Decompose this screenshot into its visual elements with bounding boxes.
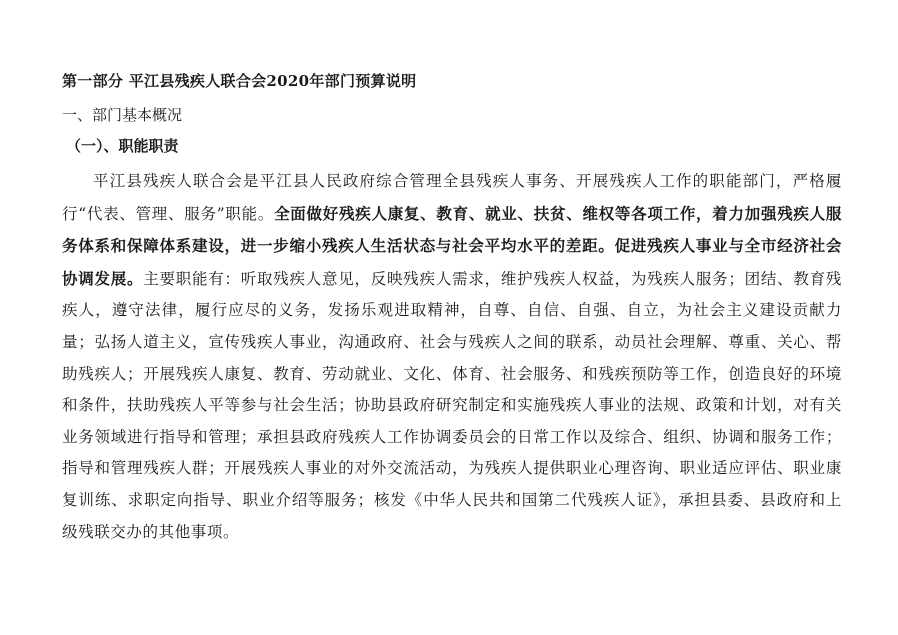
section-heading: 一、部门基本概况: [62, 106, 183, 124]
paragraph-emphasis: 全面做好残疾人康复、教育、就业、扶贫、维权等各项工作，着力加强残疾人服务体系和保障体系建设，进一步缩小残疾人生活状态与社会平均水平的差距。促进残疾人事业与全市经济社会协调发展。: [62, 203, 842, 288]
document-title: 第一部分 平江县残疾人联合会2020年部门预算说明: [62, 72, 417, 90]
paragraph-main-functions: 主要职能有：听取残疾人意见，反映残疾人需求，维护残疾人权益，为残疾人服务；团结、教育残疾人，遵守法律，履行应尽的义务，发扬乐观进取精神，自尊、自信、自强、自立，为社会主义建设贡献力量；弘扬人道主义，宣传残疾人事业，沟通政府、社会与残疾人之间的联系，动员社会理解、尊重、关心、帮助残疾人；开展残疾人康复、教育、劳动就业、文化、体育、社会服务、和残疾预防等工作，创造良好的环境和条件，扶助残疾人平等参与社会生活；协助县政府研究制定和实施残疾人事业的法规、政策和计划，对有关业务领域进行指导和管理；承担县政府残疾人工作协调委员会的日常工作以及综合、组织、协调和服务工作；指导和管理残疾人群；开展残疾人事业的对外交流活动，为残疾人提供职业心理咨询、职业适应评估、职业康复训练、求职定向指导、职业介绍等服务；核发《中华人民共和国第二代残疾人证》，承担县委、县政府和上级残联交办的其他事项。: [62, 269, 842, 541]
duties-paragraph: [62, 166, 842, 548]
paragraph-intro: 平江县残疾人联合会是平江县人民政府综合管理全县残疾人事务、开展残疾人工作的职能部门，严格履行“代表、管理、服务”职能。: [62, 172, 842, 223]
sub-heading-duties: （一）、职能职责: [66, 137, 179, 155]
